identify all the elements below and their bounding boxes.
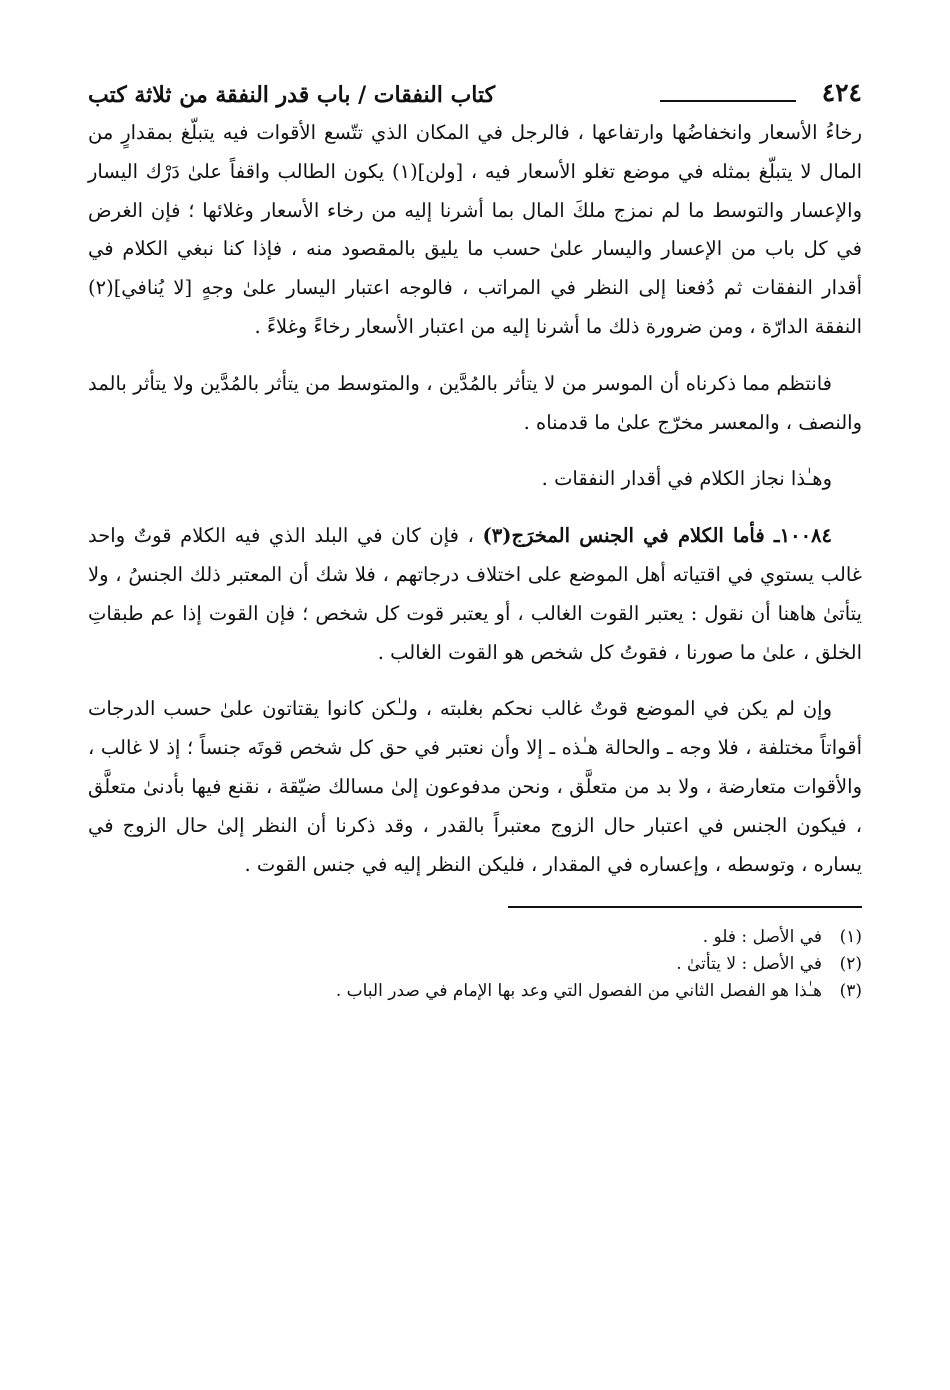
book-page [88, 74, 862, 1005]
running-title: كتاب النفقات / باب قدر النفقة من ثلاثة كتب [88, 82, 496, 108]
footnote [88, 978, 862, 1005]
header-rule [660, 100, 796, 102]
paragraph: وإن لم يكن في الموضع قوتٌ غالب نحكم بغلبته ، ولـٰكن كانوا يقتاتون علىٰ حسب الدرجات أقواتاً مختلفة ، فلا وجه ـ والحالة هـٰذه ـ إلا وأن نعتبر في حق كل شخص قوتَه جنساً ؛ إذ لا غالب ، والأقوات متعارضة ، ولا بد من متعلَّق ، ونحن مدفوعون إلىٰ مسالك ضيّقة ، نقنع فيها بأدنىٰ متعلَّق ، فيكون الجنس في اعتبار حال الزوج معتبراً بالقدر ، وقد ذكرنا أن النظر إلىٰ حال الزوج في يساره ، وتوسطه ، وإعساره في المقدار ، فليكن النظر إليه في جنس القوت . [88, 697, 862, 876]
footnote-number: (٣) [839, 981, 862, 1002]
footnote-number: (٢) [839, 954, 862, 975]
main-text [88, 114, 862, 884]
section-heading: ١٠٠٨٤ـ فأما الكلام في الجنس المخرَج(٣) [482, 524, 832, 548]
paragraph: رخاءُ الأسعار وانخفاضُها وارتفاعها ، فالرجل في المكان الذي تتّسع الأقوات فيه يتبلّغ بمقدارٍ من المال لا يتبلّغ بمثله في موضع تغلو الأسعار فيه ، [ولن](١) يكون الطالب واقفاً علىٰ دَرْك اليسار والإعسار والتوسط ما لم نمزج ملكَ المال بما أشرنا إليه من رخاء الأسعار وغلائها ؛ فإن الغرض في كل باب من الإعسار واليسار علىٰ حسب ما يليق بالمقصود منه ، فإذا كنا نبغي الكلام في أقدار النفقات ثم دُفعنا إلى النظر في المراتب ، فالوجه اعتبار اليسار علىٰ وجهٍ [لا يُنافي](٢) النفقة الدارّة ، ومن ضرورة ذلك ما أشرنا إليه من اعتبار الأسعار رخاءً وغلاءً . [88, 121, 862, 338]
footnote-text: هـٰذا هو الفصل الثاني من الفصول التي وعد بها الإمام في صدر الباب . [335, 981, 822, 1002]
footnote-number: (١) [839, 927, 862, 948]
footnote-text: في الأصل : لا يتأتىٰ . [676, 954, 822, 975]
footnote [88, 924, 862, 951]
running-header [88, 74, 862, 114]
footnotes [88, 924, 862, 1005]
section-paragraph [88, 517, 862, 672]
section-text: ، فإن كان في البلد الذي فيه الكلام قوتٌ واحد غالب يستوي في اقتياته أهل الموضع على اختلاف درجاتهم ، فلا شك أن المعتبر ذلك الجنسُ ، ولا يتأتىٰ هاهنا أن نقول : يعتبر القوت الغالب ، أو يعتبر قوت كل شخص ؛ فإن القوت إذا عم طبقاتِ الخلق ، علىٰ ما صورنا ، فقوتُ كل شخص هو القوت الغالب . [88, 524, 862, 664]
page-number: ٤٢٤ [821, 78, 862, 107]
paragraph: فانتظم مما ذكرناه أن الموسر من لا يتأثر بالمُدَّين ، والمتوسط من يتأثر بالمُدَّين ولا يتأثر بالمد والنصف ، والمعسر مخرّج علىٰ ما قدمناه . [88, 371, 862, 434]
footnote [88, 951, 862, 978]
paragraph: وهـٰذا نجاز الكلام في أقدار النفقات . [541, 467, 832, 491]
footnote-text: في الأصل : فلو . [702, 927, 822, 948]
footnote-separator [508, 906, 862, 908]
